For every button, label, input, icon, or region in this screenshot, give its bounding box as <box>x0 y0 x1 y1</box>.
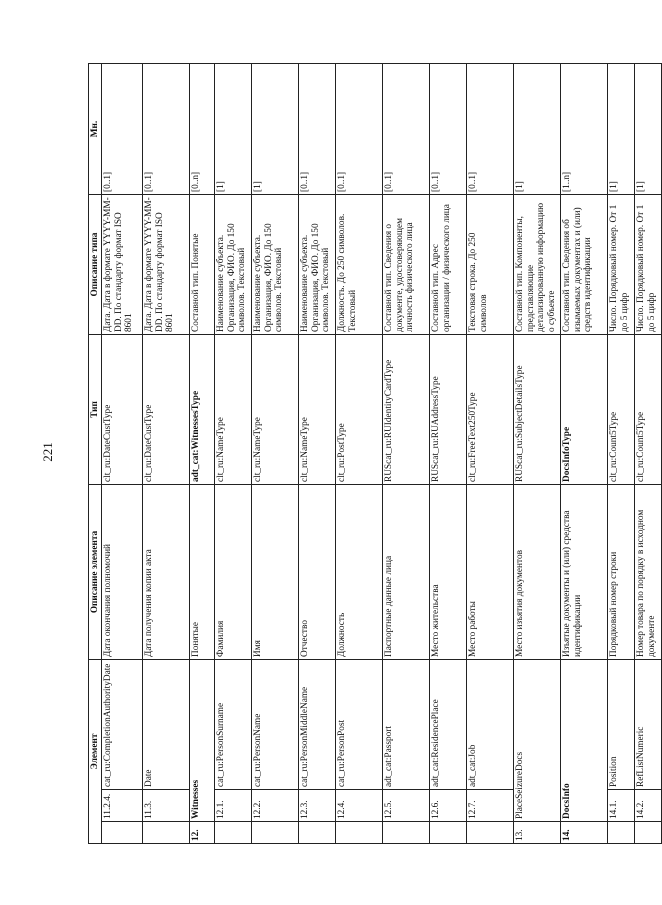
cell-multiplicity: [0..1] <box>336 64 383 195</box>
cell-type: RUScat_ru:SubjectDetailsType <box>514 335 561 485</box>
table-row <box>299 64 336 844</box>
cell-type-description: Составной тип. Сведения о документе, удостоверяющем личность физического лица <box>383 195 430 335</box>
cell-multiplicity: [0..n] <box>190 64 215 195</box>
elements-table <box>88 63 662 844</box>
cell-type-description: Наименование субъекта. Организация, ФИО. До 150 символов. Текстовый <box>252 195 299 335</box>
cell-description: Место изъятия документов <box>514 485 561 660</box>
table-row <box>143 64 190 844</box>
cell-description: Место жительства <box>430 485 467 660</box>
page-number: 221 <box>39 442 55 462</box>
cell-description: Изъятые документы и (или) средства идентификации <box>561 485 608 660</box>
cell-multiplicity: [1] <box>215 64 252 195</box>
header-description: Описание элемента <box>89 485 102 660</box>
cell-number: 11.2.4. <box>102 790 143 822</box>
cell-indent <box>430 822 467 844</box>
cell-multiplicity: [0..1] <box>102 64 143 195</box>
header-type: Тип <box>89 335 102 485</box>
cell-type: clt_ru:NameType <box>299 335 336 485</box>
cell-indent <box>215 822 252 844</box>
cell-type-description: Должность. До 250 символов. Текстовый <box>336 195 383 335</box>
cell-number: 12.4. <box>336 790 383 822</box>
cell-multiplicity: [0..1] <box>467 64 514 195</box>
cell-element: RefListNumeric <box>635 660 662 790</box>
cell-description: Дата окончания полномочий <box>102 485 143 660</box>
cell-description: Имя <box>252 485 299 660</box>
table-row <box>635 64 662 844</box>
cell-number: 12.7. <box>467 790 514 822</box>
cell-type: clt_ru:FreeText250Type <box>467 335 514 485</box>
cell-description: Должность <box>336 485 383 660</box>
cell-indent <box>467 822 514 844</box>
header-multiplicity: Мн. <box>89 64 102 195</box>
table-header-row <box>89 64 102 844</box>
table-row <box>102 64 143 844</box>
cell-type: clt_ru:Count5Type <box>608 335 635 485</box>
cell-type: DocsInfoType <box>561 335 608 485</box>
cell-type-description: Составной тип. Понятые <box>190 195 215 335</box>
cell-description: Номер товара по порядку в исходном документе <box>635 485 662 660</box>
cell-number: 12.6. <box>430 790 467 822</box>
rotated-table-container <box>88 64 657 844</box>
cell-element: cat_ru:PersonName <box>252 660 299 790</box>
cell-multiplicity: [1] <box>514 64 561 195</box>
cell-description: Отчество <box>299 485 336 660</box>
cell-type-description: Дата. Дата в формате YYYY-MM-DD. По стандарту формат ISO 8601 <box>143 195 190 335</box>
cell-type-description: Составной тип. Сведения об изымаемых документах и (или) средств идентификации <box>561 195 608 335</box>
table-row <box>252 64 299 844</box>
table-row <box>215 64 252 844</box>
cell-type: adt_cat:WitnessesType <box>190 335 215 485</box>
cell-number: 12.1. <box>215 790 252 822</box>
cell-description: Паспортные данные лица <box>383 485 430 660</box>
cell-multiplicity: [0..1] <box>430 64 467 195</box>
cell-type-description: Наименование субъекта. Организация, ФИО. До 150 символов. Текстовый <box>299 195 336 335</box>
header-element: Элемент <box>89 660 102 844</box>
cell-element: Position <box>608 660 635 790</box>
cell-number: 14.1. <box>608 790 635 822</box>
cell-multiplicity: [1] <box>252 64 299 195</box>
cell-type: clt_ru:DateCustType <box>102 335 143 485</box>
cell-type: clt_ru:NameType <box>215 335 252 485</box>
cell-element: cat_ru:PersonMiddleName <box>299 660 336 790</box>
cell-indent <box>299 822 336 844</box>
cell-type: clt_ru:NameType <box>252 335 299 485</box>
table-row <box>514 64 561 844</box>
cell-number: 12.3. <box>299 790 336 822</box>
cell-type: clt_ru:DateCustType <box>143 335 190 485</box>
cell-type-description: Дата. Дата в формате YYYY-MM-DD. По стандарту формат ISO 8601 <box>102 195 143 335</box>
cell-type: RUScat_ru:RUIdentityCardType <box>383 335 430 485</box>
cell-element: cat_ru:PersonSurname <box>215 660 252 790</box>
cell-multiplicity: [1] <box>635 64 662 195</box>
cell-element: cat_ru:CompletionAuthorityDate <box>102 660 143 790</box>
table-row <box>336 64 383 844</box>
cell-type-description: Текстовая строка. До 250 символов <box>467 195 514 335</box>
cell-element: PlaceSeizureDocs <box>514 660 561 822</box>
cell-indent: 13. <box>514 822 561 844</box>
table-row <box>467 64 514 844</box>
table-rotation-frame <box>88 64 657 844</box>
cell-type: clt_ru:Count5Type <box>635 335 662 485</box>
header-type-description: Описание типа <box>89 195 102 335</box>
cell-number: 11.3. <box>143 790 190 822</box>
cell-element: adt_cat:ResidencePlace <box>430 660 467 790</box>
cell-description: Понятые <box>190 485 215 660</box>
cell-indent: 12. <box>190 822 215 844</box>
table-row <box>430 64 467 844</box>
cell-type: clt_ru:PostType <box>336 335 383 485</box>
cell-type-description: Число. Порядковый номер. От 1 до 5 цифр <box>635 195 662 335</box>
cell-description: Место работы <box>467 485 514 660</box>
cell-type-description: Число. Порядковый номер. От 1 до 5 цифр <box>608 195 635 335</box>
cell-indent: 14. <box>561 822 608 844</box>
cell-type: RUScat_ru:RUAddressType <box>430 335 467 485</box>
table-row <box>383 64 430 844</box>
cell-multiplicity: [0..1] <box>299 64 336 195</box>
cell-element: Date <box>143 660 190 790</box>
cell-indent <box>635 822 662 844</box>
cell-type-description: Составной тип. Компоненты, представляющие детализированную информацию о субъекте <box>514 195 561 335</box>
cell-multiplicity: [0..1] <box>143 64 190 195</box>
table-row <box>608 64 635 844</box>
cell-element: adt_cat:Passport <box>383 660 430 790</box>
cell-number: 14.2. <box>635 790 662 822</box>
cell-number: 12.5. <box>383 790 430 822</box>
cell-element: cat_ru:PersonPost <box>336 660 383 790</box>
cell-type-description: Наименование субъекта. Организация, ФИО. До 150 символов. Текстовый <box>215 195 252 335</box>
cell-description: Фамилия <box>215 485 252 660</box>
cell-element: adt_cat:Job <box>467 660 514 790</box>
cell-indent <box>336 822 383 844</box>
table-row <box>561 64 608 844</box>
cell-indent <box>102 822 143 844</box>
cell-multiplicity: [1] <box>608 64 635 195</box>
cell-indent <box>252 822 299 844</box>
cell-element: Witnesses <box>190 660 215 822</box>
cell-indent <box>608 822 635 844</box>
cell-type-description: Составной тип. Адрес организации / физического лица <box>430 195 467 335</box>
cell-indent <box>143 822 190 844</box>
cell-multiplicity: [0..1] <box>383 64 430 195</box>
cell-description: Дата получения копии акта <box>143 485 190 660</box>
cell-description: Порядковый номер строки <box>608 485 635 660</box>
table-row <box>190 64 215 844</box>
cell-multiplicity: [1..n] <box>561 64 608 195</box>
cell-element: DocsInfo <box>561 660 608 822</box>
cell-indent <box>383 822 430 844</box>
cell-number: 12.2. <box>252 790 299 822</box>
